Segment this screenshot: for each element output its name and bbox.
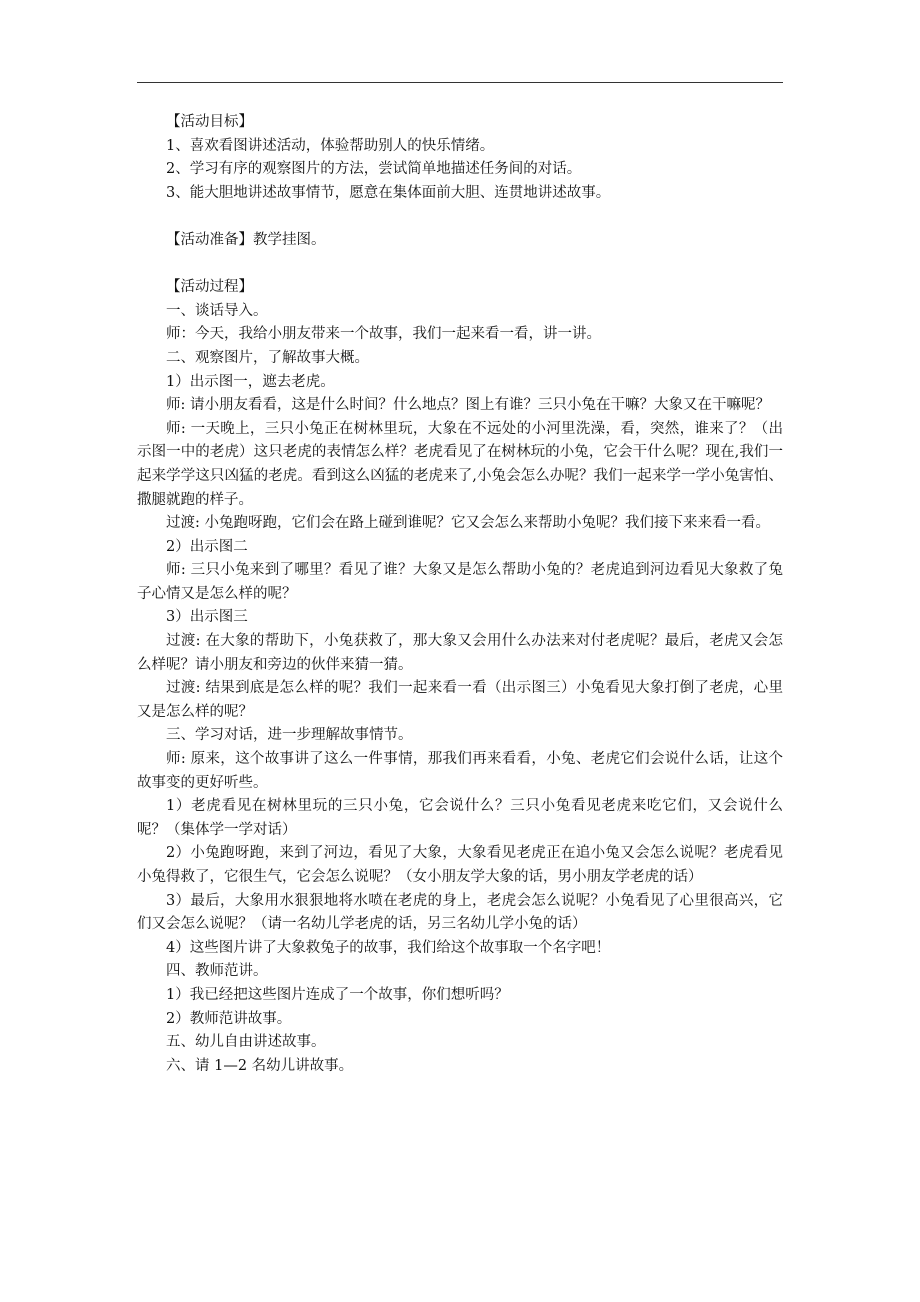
process-line: 1）老虎看见在树林里玩的三只小兔，它会说什么？三只小兔看见老虎来吃它们，又会说什么呢？（集体学一学对话）	[137, 798, 783, 838]
goal-item-3: 3、能大胆地讲述故事情节，愿意在集体面前大胆、连贯地讲述故事。	[166, 184, 611, 201]
process-line: 过渡: 在大象的帮助下，小兔获救了，那大象又会用什么办法来对付老虎呢？最后，老虎又会怎么样呢？请小朋友和旁边的伙伴来猜一猜。	[137, 633, 783, 673]
process-line: 三、学习对话，进一步理解故事情节。	[166, 727, 413, 744]
process-line: 2）教师范讲故事。	[166, 1010, 292, 1027]
process-line: 六、请 1—2 名幼儿讲故事。	[166, 1057, 354, 1074]
process-line: 一、谈话导入。	[166, 302, 268, 319]
process-line: 3）出示图三	[166, 609, 248, 626]
process-line: 师: 一天晚上，三只小兔正在树林里玩，大象在不远处的小河里洗澡，看，突然，谁来了？（出示图一中的老虎）这只老虎的表情怎么样？老虎看见了在树林玩的小兔，它会干什么呢？现在,我们一起来学学这只凶猛的老虎。看到这么凶猛的老虎来了,小兔会怎么办呢？我们一起来学一学小兔害怕、撒腿就跑的样子。	[137, 420, 783, 508]
process-line: 2）小兔跑呀跑，来到了河边，看见了大象，大象看见老虎正在追小兔又会怎么说呢？老虎看见小兔得救了，它很生气，它会怎么说呢？（女小朋友学大象的话，男小朋友学老虎的话）	[137, 845, 783, 885]
process-line: 师：今天，我给小朋友带来一个故事，我们一起来看一看，讲一讲。	[166, 326, 601, 343]
document-body	[137, 111, 783, 1078]
process-line: 2）出示图二	[166, 538, 248, 555]
prep-line: 【活动准备】教学挂图。	[166, 231, 326, 248]
process-line: 1）出示图一，遮去老虎。	[166, 373, 335, 390]
process-line: 师: 请小朋友看看，这是什么时间？什么地点？图上有谁？三只小兔在干嘛？大象又在干嘛呢？	[166, 397, 770, 414]
goal-heading: 【活动目标】	[166, 114, 253, 130]
process-line: 过渡: 小兔跑呀跑，它们会在路上碰到谁呢？它又会怎么来帮助小兔呢？我们接下来来看一看。	[166, 515, 770, 532]
process-line: 1）我已经把这些图片连成了一个故事，你们想听吗？	[166, 986, 509, 1003]
process-line: 师: 三只小兔来到了哪里？看见了谁？大象又是怎么帮助小兔的？老虎追到河边看见大象救了兔子心情又是怎么样的呢？	[137, 562, 783, 602]
spacer	[137, 205, 783, 229]
process-line: 师: 原来，这个故事讲了这么一件事情，那我们再来看看，小兔、老虎它们会说什么话，让这个故事变的更好听些。	[137, 751, 783, 791]
spacer	[137, 253, 783, 277]
process-line: 3）最后，大象用水狠狠地将水喷在老虎的身上，老虎会怎么说呢？小兔看见了心里很高兴，它们又会怎么说呢？（请一名幼儿学老虎的话，另三名幼儿学小兔的话）	[137, 892, 783, 933]
process-line: 过渡: 结果到底是怎么样的呢？我们一起来看一看（出示图三）小兔看见大象打倒了老虎，心里又是怎么样的呢？	[137, 680, 783, 720]
process-line: 二、观察图片，了解故事大概。	[166, 349, 369, 366]
process-line: 五、幼儿自由讲述故事。	[166, 1034, 326, 1051]
process-line: 四、教师范讲。	[166, 963, 268, 980]
process-line: 4）这些图片讲了大象救兔子的故事，我们给这个故事取一个名字吧！	[166, 939, 611, 956]
goal-item-1: 1、喜欢看图讲述活动，体验帮助别人的快乐情绪。	[166, 137, 495, 154]
header-rule	[137, 82, 783, 83]
process-heading: 【活动过程】	[166, 279, 253, 296]
goal-item-2: 2、学习有序的观察图片的方法，尝试简单地描述任务间的对话。	[166, 161, 582, 178]
